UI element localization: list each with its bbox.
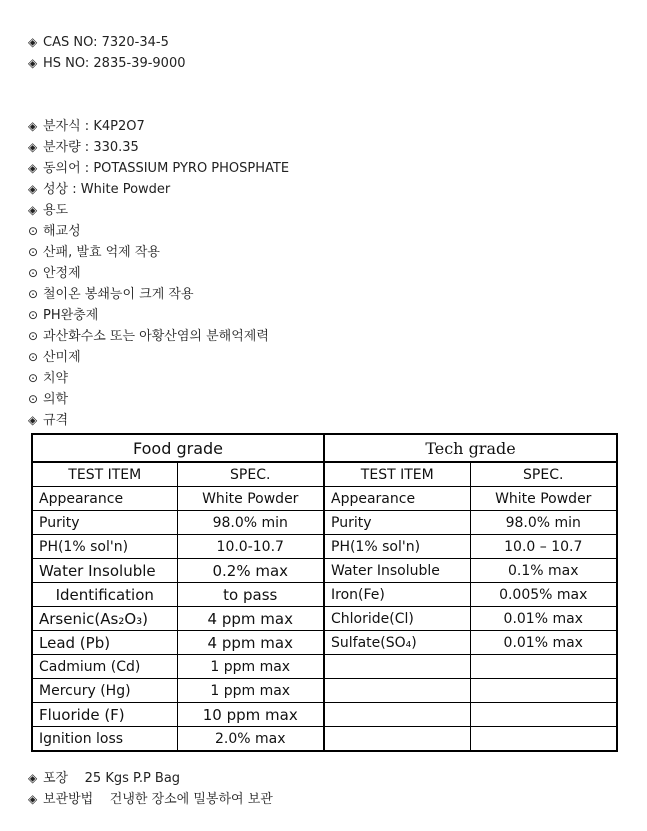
circle-dot-bullet-icon: ⊙ — [28, 224, 39, 238]
hs-number-text: HS NO: 2835-39-9000 — [43, 56, 186, 71]
food-spec-cell: 4 ppm max — [177, 631, 324, 655]
food-spec-cell: 2.0% max — [177, 727, 324, 752]
spec-heading-text: 규격 — [43, 413, 69, 428]
table-row — [32, 511, 617, 535]
food-item-cell: Water Insoluble — [32, 559, 177, 583]
food-spec-cell: 0.2% max — [177, 559, 324, 583]
food-item-cell: Lead (Pb) — [32, 631, 177, 655]
tech-item-cell — [324, 703, 470, 727]
usage-item — [28, 370, 68, 387]
table-row — [32, 679, 617, 703]
molecular-weight-text: 분자량 : 330.35 — [43, 140, 139, 155]
food-item-cell: Fluoride (F) — [32, 703, 177, 727]
food-spec-cell: 98.0% min — [177, 511, 324, 535]
tech-item-cell: Chloride(Cl) — [324, 607, 470, 631]
circle-dot-bullet-icon: ⊙ — [28, 371, 39, 385]
circle-dot-bullet-icon: ⊙ — [28, 287, 39, 301]
food-item-cell: Purity — [32, 511, 177, 535]
storage-line — [28, 791, 273, 808]
usage-item-text: 산미제 — [43, 350, 81, 365]
food-spec-header: SPEC. — [177, 462, 324, 487]
food-spec-cell: 1 ppm max — [177, 679, 324, 703]
usage-item-text: 의학 — [43, 392, 69, 407]
food-spec-cell: White Powder — [177, 487, 324, 511]
cas-number-line — [28, 34, 169, 51]
table-row — [32, 727, 617, 752]
food-item-cell: Arsenic(As₂O₃) — [32, 607, 177, 631]
circle-dot-bullet-icon: ⊙ — [28, 245, 39, 259]
usage-item — [28, 244, 160, 261]
diamond-bullet-icon: ◈ — [28, 792, 38, 806]
food-test-item-header: TEST ITEM — [32, 462, 177, 487]
usage-item — [28, 223, 81, 240]
table-row — [32, 487, 617, 511]
tech-item-cell: Appearance — [324, 487, 470, 511]
usage-item — [28, 265, 81, 282]
usage-item-text: 산패, 발효 억제 작용 — [43, 245, 160, 260]
food-spec-cell: 1 ppm max — [177, 655, 324, 679]
usage-item-text: 철이온 봉쇄능이 크게 작용 — [43, 287, 194, 302]
diamond-bullet-icon: ◈ — [28, 203, 38, 217]
tech-item-cell: Iron(Fe) — [324, 583, 470, 607]
usage-item — [28, 391, 68, 408]
circle-dot-bullet-icon: ⊙ — [28, 266, 39, 280]
appearance-text: 성상 : White Powder — [43, 182, 171, 197]
table-row — [32, 631, 617, 655]
food-item-cell: Mercury (Hg) — [32, 679, 177, 703]
food-grade-header: Food grade — [32, 434, 324, 462]
usage-item — [28, 286, 194, 303]
tech-item-cell: Purity — [324, 511, 470, 535]
grade-header-row — [32, 434, 617, 462]
usage-item-text: PH완충제 — [43, 308, 99, 323]
tech-spec-header: SPEC. — [470, 462, 617, 487]
table-row — [32, 703, 617, 727]
tech-spec-cell — [470, 727, 617, 752]
table-row — [32, 559, 617, 583]
appearance-line — [28, 181, 170, 198]
usage-heading-text: 용도 — [43, 203, 69, 218]
diamond-bullet-icon: ◈ — [28, 56, 38, 70]
tech-spec-cell: 10.0 – 10.7 — [470, 535, 617, 559]
table-row — [32, 535, 617, 559]
tech-item-cell: Water Insoluble — [324, 559, 470, 583]
storage-text: 보관방법 건냉한 장소에 밀봉하여 보관 — [43, 792, 273, 807]
tech-spec-cell: 0.01% max — [470, 631, 617, 655]
synonym-line — [28, 160, 289, 177]
food-spec-cell: to pass — [177, 583, 324, 607]
tech-item-cell: PH(1% sol'n) — [324, 535, 470, 559]
diamond-bullet-icon: ◈ — [28, 161, 38, 175]
tech-spec-cell — [470, 655, 617, 679]
tech-spec-cell: 0.005% max — [470, 583, 617, 607]
usage-heading-line — [28, 202, 68, 219]
tech-spec-cell: White Powder — [470, 487, 617, 511]
packaging-text: 포장 25 Kgs P.P Bag — [43, 771, 181, 786]
tech-spec-cell: 0.1% max — [470, 559, 617, 583]
food-item-cell: Cadmium (Cd) — [32, 655, 177, 679]
diamond-bullet-icon: ◈ — [28, 771, 38, 785]
food-spec-cell: 10.0-10.7 — [177, 535, 324, 559]
food-spec-cell: 10 ppm max — [177, 703, 324, 727]
tech-grade-header: Tech grade — [324, 434, 617, 462]
food-spec-cell: 4 ppm max — [177, 607, 324, 631]
usage-item-text: 과산화수소 또는 아황산염의 분해억제력 — [43, 329, 269, 344]
usage-item — [28, 349, 81, 366]
molecular-formula-text: 분자식 : K4P2O7 — [43, 119, 145, 134]
diamond-bullet-icon: ◈ — [28, 35, 38, 49]
tech-item-cell — [324, 727, 470, 752]
diamond-bullet-icon: ◈ — [28, 119, 38, 133]
circle-dot-bullet-icon: ⊙ — [28, 329, 39, 343]
molecular-weight-line — [28, 139, 139, 156]
tech-item-cell: Sulfate(SO₄) — [324, 631, 470, 655]
table-row — [32, 583, 617, 607]
spec-heading-line — [28, 412, 68, 429]
usage-item — [28, 307, 98, 324]
usage-item-text: 해교성 — [43, 224, 81, 239]
table-row — [32, 607, 617, 631]
synonym-text: 동의어 : POTASSIUM PYRO PHOSPHATE — [43, 161, 290, 176]
tech-spec-cell: 98.0% min — [470, 511, 617, 535]
tech-item-cell — [324, 655, 470, 679]
packaging-line — [28, 770, 180, 787]
circle-dot-bullet-icon: ⊙ — [28, 392, 39, 406]
circle-dot-bullet-icon: ⊙ — [28, 308, 39, 322]
specification-table — [31, 433, 618, 752]
cas-number-text: CAS NO: 7320-34-5 — [43, 35, 169, 50]
usage-item — [28, 328, 269, 345]
tech-spec-cell — [470, 703, 617, 727]
table-row — [32, 655, 617, 679]
tech-spec-cell: 0.01% max — [470, 607, 617, 631]
circle-dot-bullet-icon: ⊙ — [28, 350, 39, 364]
usage-item-text: 안정제 — [43, 266, 81, 281]
tech-test-item-header: TEST ITEM — [324, 462, 470, 487]
molecular-formula-line — [28, 118, 145, 135]
diamond-bullet-icon: ◈ — [28, 182, 38, 196]
tech-spec-cell — [470, 679, 617, 703]
hs-number-line — [28, 55, 186, 72]
tech-item-cell — [324, 679, 470, 703]
usage-item-text: 치약 — [43, 371, 69, 386]
diamond-bullet-icon: ◈ — [28, 413, 38, 427]
food-item-cell: PH(1% sol'n) — [32, 535, 177, 559]
diamond-bullet-icon: ◈ — [28, 140, 38, 154]
food-item-cell: Appearance — [32, 487, 177, 511]
column-header-row — [32, 462, 617, 487]
food-item-cell: Ignition loss — [32, 727, 177, 752]
food-item-cell: Identification — [32, 583, 177, 607]
